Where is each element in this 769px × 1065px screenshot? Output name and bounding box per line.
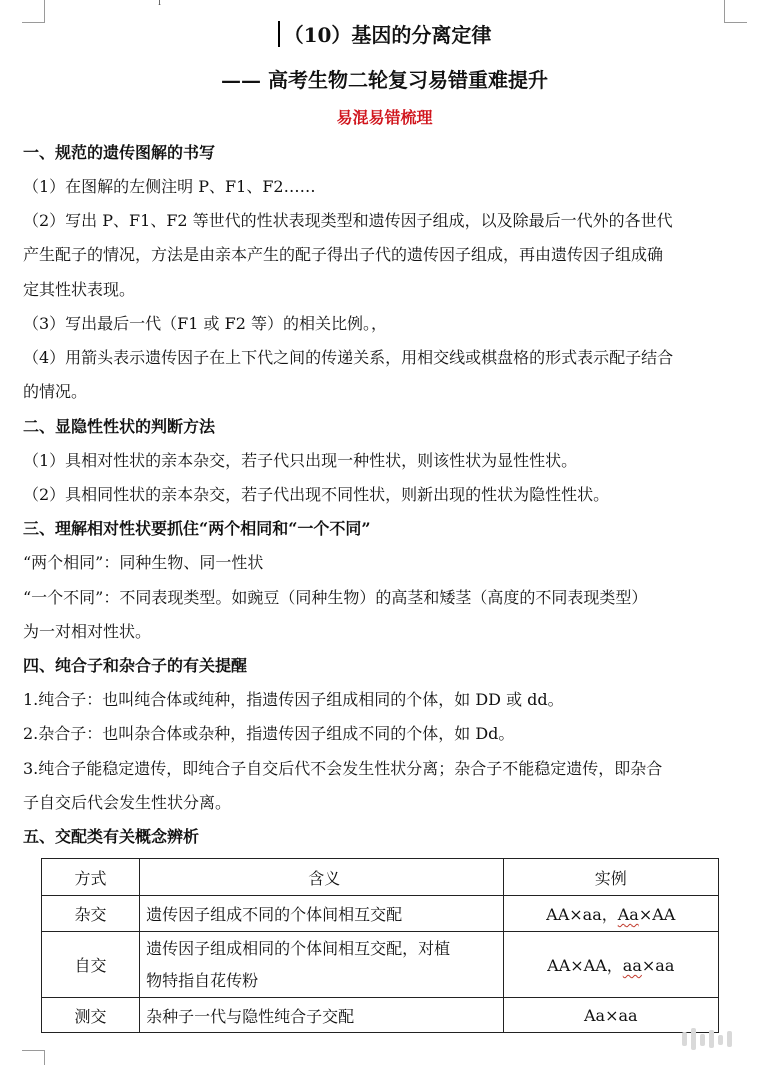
table-header-row [42,859,719,896]
paragraph-line: “两个相同”：同种生物、同一性状 [23,553,264,572]
meaning-text: 杂种子一代与隐性纯合子交配 [146,1006,355,1026]
paragraph-line: 的情况。 [23,382,88,401]
example-part: Aa [617,905,639,924]
table-cell-example [503,896,718,932]
paragraph-line: （4）用箭头表示遗传因子在上下代之间的传递关系，用相交线或棋盘格的形式表示配子结合 [23,348,674,367]
heading-4: 四、纯合子和杂合子的有关提醒 [23,656,248,675]
paragraph-line: （2）具相同性状的亲本杂交，若子代出现不同性状，则新出现的性状为隐性性状。 [23,485,610,504]
heading-1: 一、规范的遗传图解的书写 [23,143,216,162]
title-text: （10）基因的分离定律 [283,23,492,47]
document-title [0,20,769,50]
paragraph-line: （3）写出最后一代（F1 或 F2 等）的相关比例。， [23,314,388,333]
table-header-cell: 方式 [42,859,140,896]
example-part: aa [622,956,642,975]
table-header-cell: 含义 [140,859,503,896]
example-part: × [605,1005,619,1025]
paragraph-line: 定其性状表现。 [23,280,136,299]
paragraph-line: 为一对相对性状。 [23,622,152,641]
paragraph-line: （2）写出 P、F1、F2 等世代的性状表现类型和遗传因子组成，以及除最后一代外的各世代 [23,211,673,230]
example-part: AA×AA， [547,956,623,975]
table-row [42,998,719,1033]
heading-5: 五、交配类有关概念辨析 [23,827,200,846]
watermark-icon [680,1026,740,1052]
table-cell-mode: 杂交 [42,896,140,932]
meaning-text: 遗传因子组成相同的个体间相互交配，对植 [146,938,451,958]
paragraph-line: （1）在图解的左侧注明 P、F1、F2…… [23,177,316,196]
example-part: aa [618,1005,638,1025]
heading-3: 三、理解相对性状要抓住“两个相同和“一个不同” [23,519,371,538]
table-cell-meaning [140,932,503,998]
paragraph-line: 2.杂合子：也叫杂合体或杂种，指遗传因子组成不同的个体，如 Dd。 [23,724,515,743]
text-cursor-icon: I [158,0,162,7]
paragraph-line: “一个不同”：不同表现类型。如豌豆（同种生物）的高茎和矮茎（高度的不同表现类型） [23,588,648,607]
table-row [42,896,719,932]
table-row [42,932,719,998]
table-cell-mode: 测交 [42,998,140,1033]
mating-types-table [41,858,719,1033]
table-header-cell: 实例 [503,859,718,896]
table-cell-example [503,932,718,998]
document-subtitle: —— 高考生物二轮复习易错重难提升 [221,68,548,92]
heading-2: 二、显隐性性状的判断方法 [23,417,216,436]
section-banner: 易混易错梳理 [336,108,433,127]
example-part: Aa [583,1005,606,1025]
table-cell-mode: 自交 [42,932,140,998]
example-part: ×AA [638,905,676,924]
title-left-bar [278,21,280,47]
paragraph-line: 3.纯合子能稳定遗传，即纯合子自交后代不会发生性状分离；杂合子不能稳定遗传，即杂合 [23,759,663,778]
meaning-text: 遗传因子组成不同的个体间相互交配 [146,905,403,924]
paragraph-line: 产生配子的情况，方法是由亲本产生的配子得出子代的遗传因子组成，再由遗传因子组成确 [23,245,664,264]
page-corner-mark [22,1050,45,1065]
example-part: ×aa [641,956,675,975]
paragraph-line: 子自交后代会发生性状分离。 [23,793,232,812]
example-part: AA×aa， [546,905,618,924]
meaning-text: 物特指自花传粉 [146,970,259,990]
table-cell-meaning [140,998,503,1033]
table-cell-meaning [140,896,503,932]
paragraph-line: 1.纯合子：也叫纯合体或纯种，指遗传因子组成相同的个体，如 DD 或 dd。 [23,690,564,709]
paragraph-line: （1）具相对性状的亲本杂交，若子代只出现一种性状，则该性状为显性性状。 [23,451,578,470]
